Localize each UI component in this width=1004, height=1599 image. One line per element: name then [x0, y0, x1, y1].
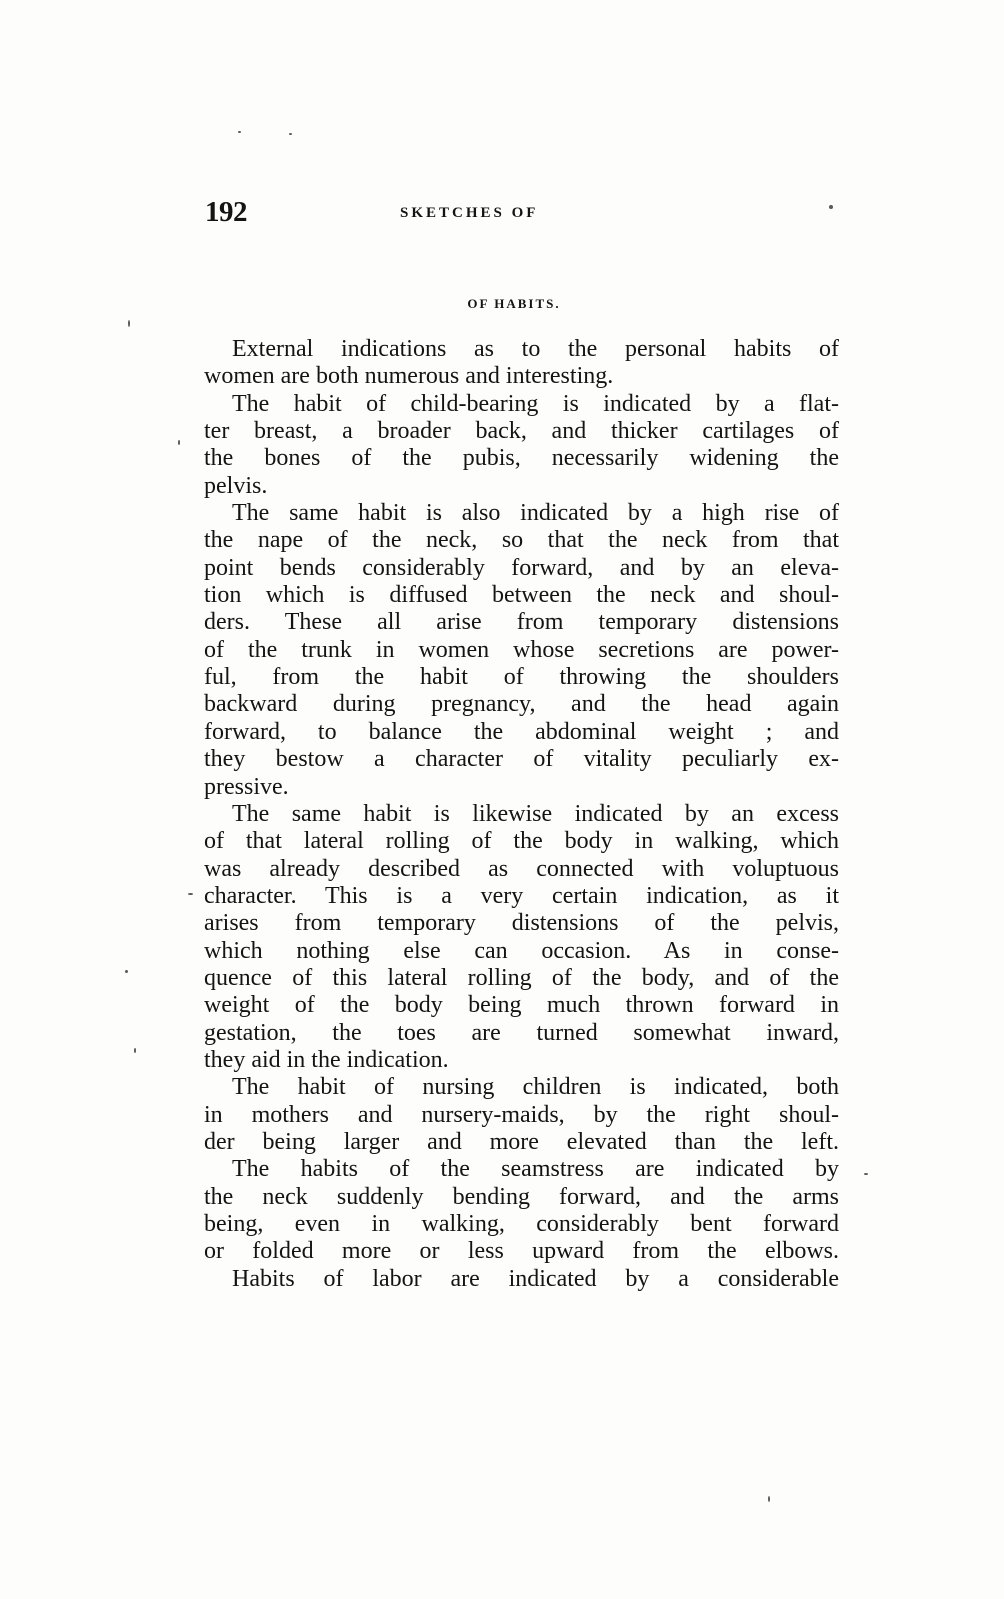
- text-line: forward, to balance the abdominal weight ; and: [204, 718, 839, 745]
- ink-speck: [829, 205, 833, 209]
- text-line: The same habit is also indicated by a high rise of: [232, 500, 839, 527]
- text-line: point bends considerably forward, and by an eleva-: [204, 554, 839, 581]
- text-line: ful, from the habit of throwing the shoulders: [204, 664, 839, 691]
- text-line: Habits of labor are indicated by a considerable: [232, 1265, 839, 1292]
- body-text: [204, 336, 839, 1293]
- text-line: being, even in walking, considerably bent forward: [204, 1211, 839, 1237]
- running-head: SKETCHES OF: [400, 205, 539, 221]
- text-line: of that lateral rolling of the body in walking, which: [204, 828, 839, 855]
- text-line: pressive.: [204, 773, 289, 800]
- ink-speck: [289, 133, 292, 135]
- ink-speck: [768, 1496, 770, 1502]
- ink-speck: [128, 320, 130, 327]
- text-line: the neck suddenly bending forward, and the arms: [204, 1183, 839, 1210]
- text-line: pelvis.: [204, 472, 268, 499]
- text-line: they aid in the indication.: [204, 1046, 449, 1073]
- ink-speck: [178, 440, 180, 445]
- text-line: or folded more or less upward from the elbows.: [204, 1238, 839, 1265]
- text-line: backward during pregnancy, and the head again: [204, 691, 839, 718]
- ink-speck: [864, 1173, 868, 1175]
- text-line: The habits of the seamstress are indicated by: [232, 1156, 839, 1183]
- text-line: ders. These all arise from temporary distensions: [204, 609, 839, 636]
- text-line: which nothing else can occasion. As in conse-: [204, 937, 839, 964]
- text-line: weight of the body being much thrown forward in: [204, 992, 839, 1019]
- text-line: der being larger and more elevated than the left.: [204, 1128, 839, 1155]
- ink-speck: [238, 131, 241, 133]
- text-line: The habit of child-bearing is indicated by a flat-: [232, 390, 839, 417]
- text-line: in mothers and nursery-maids, by the right shoul-: [204, 1101, 839, 1128]
- text-line: ter breast, a broader back, and thicker cartilages of: [204, 418, 839, 445]
- text-line: character. This is a very certain indication, as it: [204, 882, 839, 909]
- text-line: was already described as connected with voluptuous: [204, 855, 839, 882]
- ink-speck: [125, 970, 128, 973]
- text-line: of the trunk in women whose secretions are power-: [204, 636, 839, 663]
- ink-speck: [188, 893, 193, 895]
- text-line: The habit of nursing children is indicated, both: [232, 1074, 839, 1101]
- text-line: the nape of the neck, so that the neck from that: [204, 527, 839, 554]
- text-line: The same habit is likewise indicated by an excess: [232, 800, 839, 827]
- text-line: they bestow a character of vitality peculiarly ex-: [204, 746, 839, 773]
- text-line: quence of this lateral rolling of the body, and of the: [204, 964, 839, 991]
- ink-speck: [134, 1048, 136, 1053]
- text-line: gestation, the toes are turned somewhat inward,: [204, 1019, 839, 1046]
- text-line: arises from temporary distensions of the pelvis,: [204, 910, 839, 937]
- page-number: 192: [205, 196, 247, 228]
- text-line: External indications as to the personal habits of: [232, 336, 839, 362]
- text-line: tion which is diffused between the neck and shoul-: [204, 582, 839, 609]
- text-line: women are both numerous and interesting.: [204, 363, 614, 390]
- section-title: OF HABITS.: [467, 296, 561, 311]
- text-line: the bones of the pubis, necessarily widening the: [204, 445, 839, 472]
